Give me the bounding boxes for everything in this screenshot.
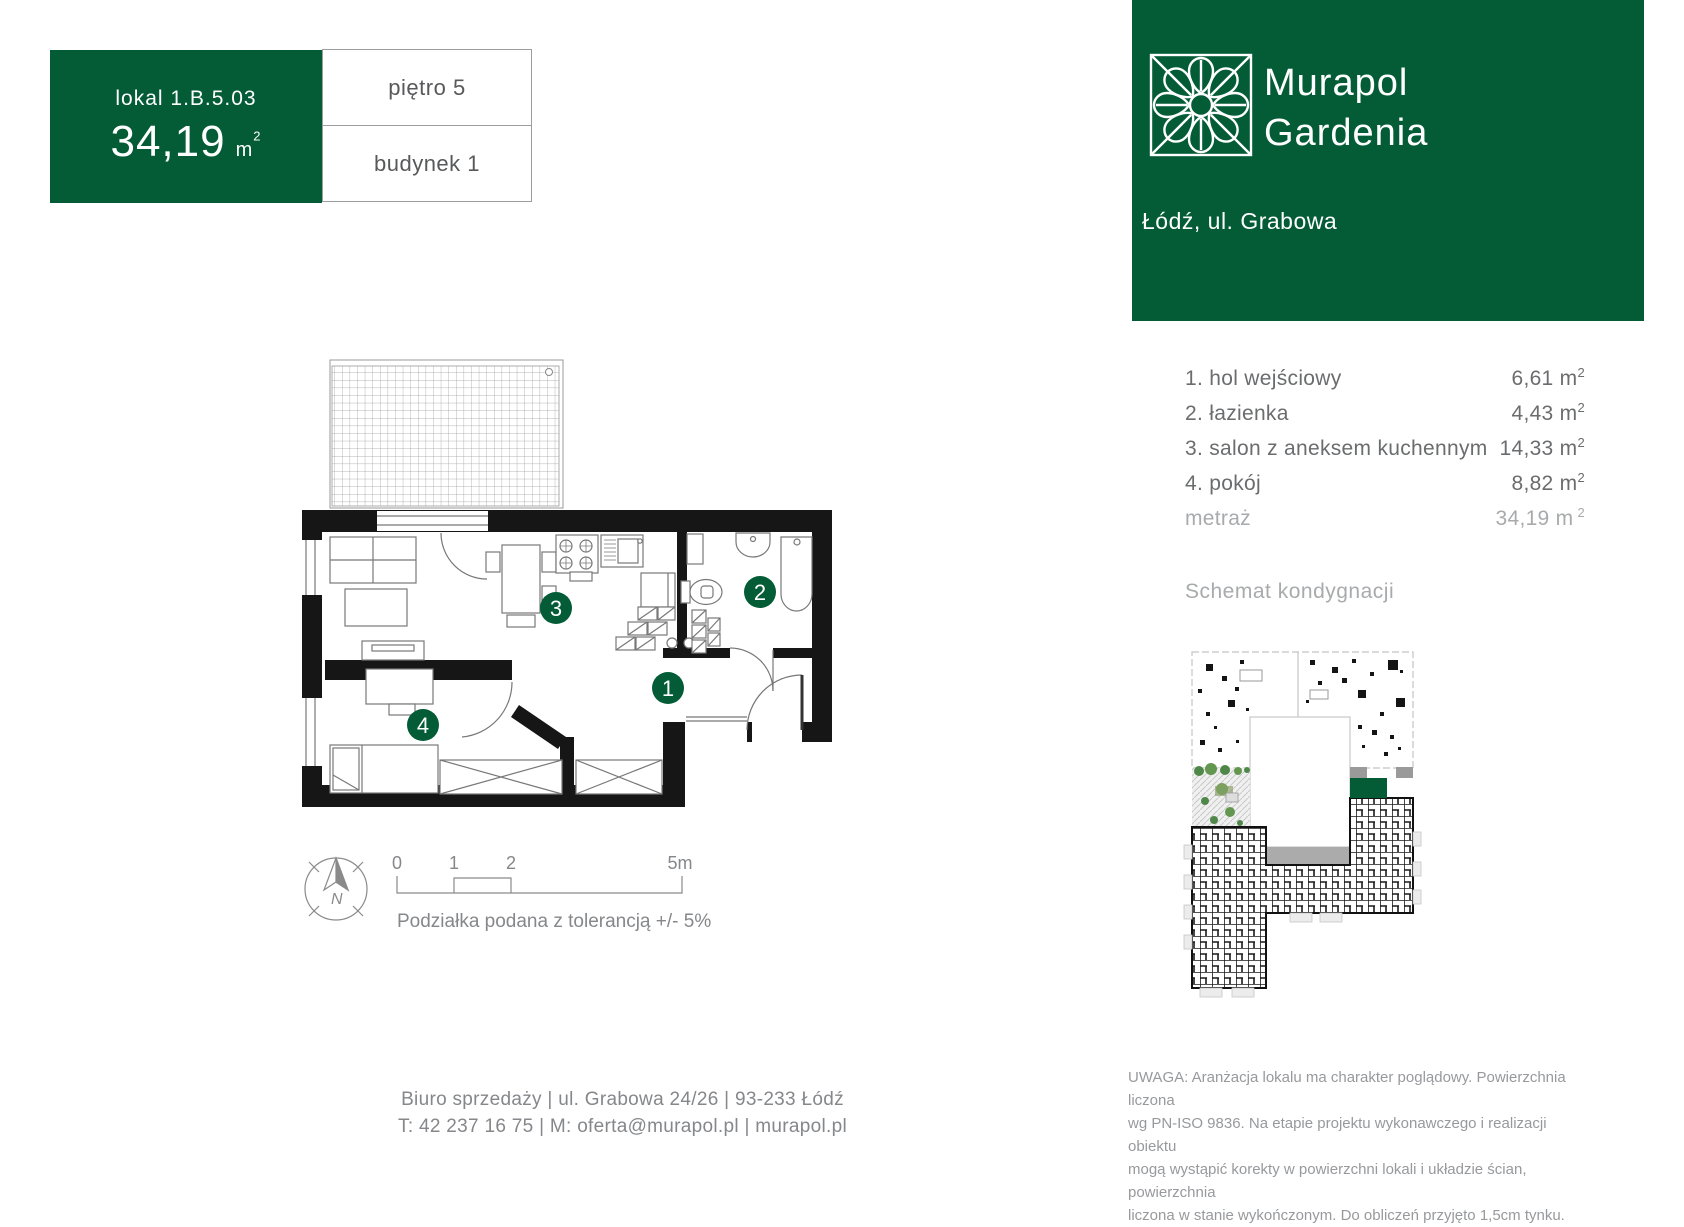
- disclaimer-line: liczona w stanie wykończonym. Do obliczeń przyjęto 1,5cm tynku.: [1128, 1207, 1565, 1224]
- floor-box: [322, 49, 532, 126]
- room-number-badges: [407, 576, 776, 741]
- brand-name: [1264, 58, 1428, 158]
- room-label: 4. pokój: [1185, 472, 1261, 495]
- toilet-seat: [701, 586, 713, 598]
- scale-bar: [392, 853, 693, 893]
- room-row-3: [1185, 431, 1585, 466]
- room-2-badge: 2: [753, 580, 767, 605]
- footer-address: Biuro sprzedaży | ul. Grabowa 24/26 | 93-233 Łódź: [401, 1089, 844, 1110]
- brand-location: Łódź, ul. Grabowa: [1142, 208, 1338, 234]
- roof-block: [1396, 767, 1413, 778]
- roof-block: [1350, 767, 1367, 778]
- oven-front: [570, 572, 592, 581]
- floor-label: piętro 5: [388, 74, 466, 100]
- scale-5m: 5m: [667, 853, 693, 873]
- total-area: 34,19 m $^2$: [1495, 505, 1585, 530]
- unit-area-unit: m: [235, 138, 254, 161]
- north-compass-icon: [305, 858, 367, 920]
- murapol-flower-logo-icon: [1146, 50, 1256, 160]
- tub-faucet: [794, 539, 800, 545]
- desk: [366, 669, 433, 704]
- pillow: [333, 748, 359, 790]
- bath-cabinet: [687, 534, 703, 564]
- total-label: metraż: [1185, 507, 1251, 530]
- floor-plan: [280, 300, 850, 950]
- room-label: 3. salon z aneksem kuchennym: [1185, 437, 1488, 460]
- room-list: [1185, 361, 1585, 536]
- tv: [372, 645, 414, 651]
- unit-card: [50, 50, 322, 203]
- tolerance-note: Podziałka podana z tolerancją +/- 5%: [397, 911, 712, 932]
- disclaimer: [1128, 1066, 1598, 1227]
- floor-schematic: [1180, 645, 1425, 1000]
- chair: [486, 552, 500, 572]
- washing-machine: [641, 573, 675, 607]
- room-4-badge: 4: [416, 713, 430, 738]
- scale-1: 1: [448, 853, 460, 873]
- desk-chair: [389, 704, 415, 715]
- room-row-4: [1185, 466, 1585, 501]
- schematic-title: Schemat kondygnacji: [1185, 580, 1395, 603]
- disclaimer-line: mogą wystąpić korekty w powierzchni lokali i układzie ścian, powierzchnia: [1128, 1161, 1527, 1201]
- bath-cabinets: [692, 610, 720, 653]
- footer-contact: T: 42 237 16 75 | M: oferta@murapol.pl | murapol.pl: [398, 1116, 847, 1137]
- toilet-tank: [681, 581, 690, 603]
- room-label: 2. łazienka: [1185, 402, 1289, 425]
- room-row-2: [1185, 396, 1585, 431]
- brand-name-line2: Gardenia: [1264, 112, 1429, 154]
- brand-panel: [1132, 0, 1644, 321]
- building-box: [322, 125, 532, 202]
- sales-office-footer: [330, 1086, 915, 1140]
- wardrobes: [440, 760, 662, 794]
- room-area: 14,33 $m^2$: [1499, 435, 1585, 460]
- faucet: [638, 539, 642, 543]
- disclaimer-line: wg PN-ISO 9836. Na etapie projektu wykonawczego i realizacji obiektu: [1128, 1115, 1547, 1155]
- scale-0: 0: [391, 853, 403, 873]
- unit-area: 34,19 $m^2$: [110, 116, 262, 166]
- bathtub: [781, 537, 812, 611]
- balcony: [330, 360, 563, 508]
- unit-id-label: lokal 1.B.5.03: [115, 86, 257, 110]
- disclaimer-line: UWAGA: Aranżacja lokalu ma charakter poglądowy. Powierzchnia liczona: [1128, 1069, 1566, 1109]
- room-row-total: [1185, 501, 1585, 536]
- room-1-badge: 1: [661, 676, 675, 701]
- sink-basin: [618, 539, 638, 563]
- scale-2: 2: [505, 853, 517, 873]
- building-label: budynek 1: [373, 150, 481, 176]
- brand-name-line1: Murapol: [1264, 62, 1409, 104]
- dining-table: [502, 545, 540, 613]
- landscape-area: [1192, 763, 1250, 827]
- room-label: 1. hol wejściowy: [1185, 367, 1342, 390]
- basin-faucet: [751, 537, 756, 542]
- chair: [542, 552, 556, 572]
- compass-n-label: N: [331, 891, 343, 908]
- courtyard-terrace: [1256, 847, 1350, 865]
- room-3-badge: 3: [549, 596, 563, 621]
- chair: [507, 615, 535, 627]
- coffee-table: [345, 589, 407, 626]
- room-area: 8,82 $m^2$: [1511, 470, 1585, 495]
- highlighted-unit: [1350, 778, 1387, 798]
- room-area: 6,61 $m^2$: [1511, 365, 1585, 390]
- room-area: 4,43 $m^2$: [1511, 400, 1585, 425]
- room-row-1: [1185, 361, 1585, 396]
